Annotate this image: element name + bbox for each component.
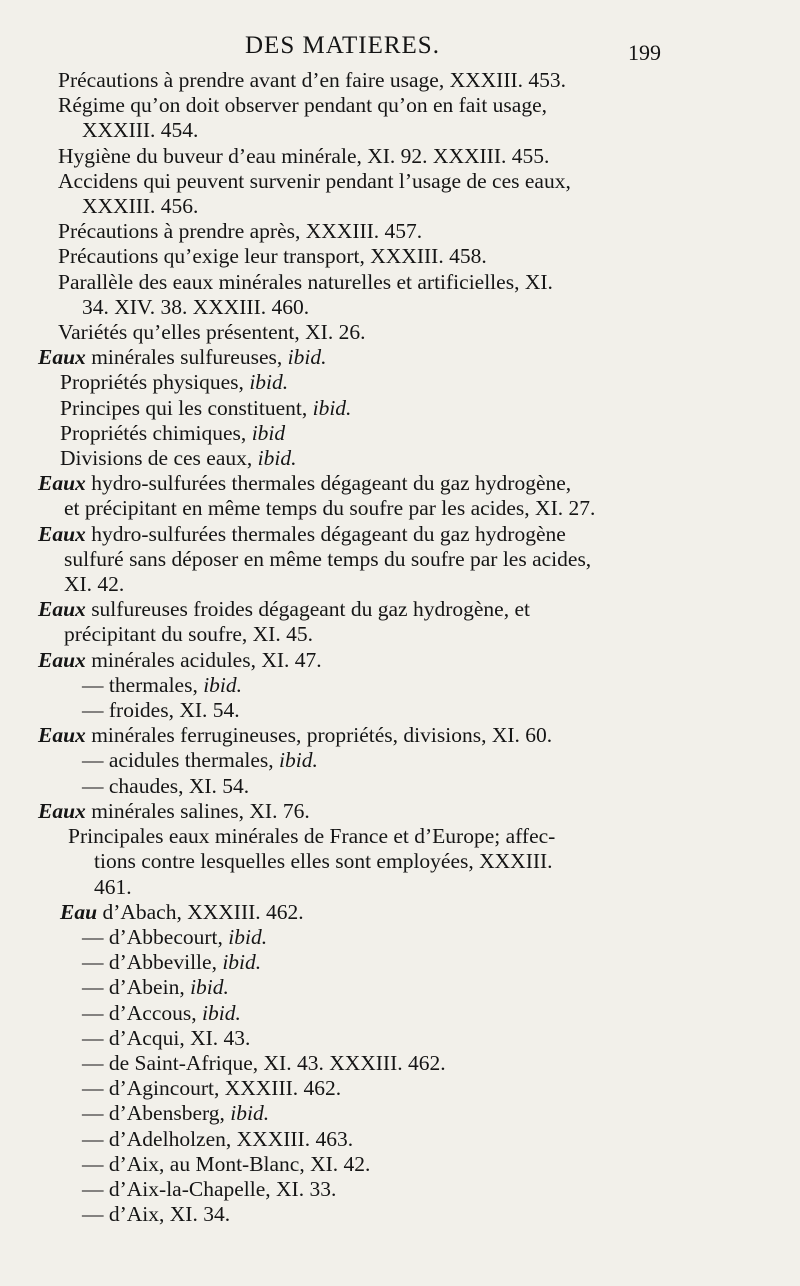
entry-text: Variétés qu’elles présentent, XI. 26. [58, 320, 366, 345]
entry-text: Divisions de ces eaux, [60, 446, 258, 471]
index-line [0, 900, 800, 925]
running-title: DES MATIERES. [245, 32, 440, 59]
ibid-reference: ibid. [190, 975, 229, 1000]
entry-text: hydro-sulfurées thermales dégageant du gaz hydrogène, [85, 471, 572, 496]
entry-text: sulfureuses froides dégageant du gaz hydrogène, et [85, 597, 530, 622]
entry-text: Régime qu’on doit observer pendant qu’on en fait usage, [58, 93, 547, 118]
index-line [0, 1051, 800, 1076]
index-line [0, 622, 800, 647]
entry-text: Précautions à prendre après, XXXIII. 457. [58, 219, 423, 244]
entry-text: sulfuré sans déposer en même temps du soufre par les acides, [64, 546, 592, 571]
entry-text: — d’Abbecourt, [82, 924, 229, 949]
entry-text: et précipitant en même temps du soufre par les acides, XI. 27. [64, 496, 596, 521]
ibid-reference: ibid. [202, 1000, 241, 1025]
entry-text: Précautions qu’exige leur transport, XXXIII. 458. [58, 244, 487, 269]
index-line [0, 723, 800, 748]
entry-text: XXXIII. 456. [82, 194, 199, 219]
ibid-reference: ibid. [228, 924, 268, 949]
index-line [0, 496, 800, 521]
entry-heading: Eau [60, 899, 98, 924]
entry-text: Accidens qui peuvent survenir pendant l’usage de ces eaux, [58, 168, 571, 193]
ibid-reference: ibid. [249, 370, 289, 395]
entry-text: — d’Abbeville, [82, 950, 223, 975]
entry-text: — d’Agincourt, XXXIII. 462. [82, 1076, 342, 1101]
index-line [0, 320, 800, 345]
index-line [0, 1026, 800, 1051]
entry-text: — froides, XI. 54. [82, 698, 240, 723]
entry-text: hydro-sulfurées thermales dégageant du gaz hydrogène [85, 521, 566, 546]
index-line [0, 1101, 800, 1126]
entry-text: XI. 42. [64, 572, 125, 597]
ibid-reference: ibid. [287, 345, 327, 370]
entry-text: — d’Adelholzen, XXXIII. 463. [82, 1126, 354, 1151]
index-line [0, 925, 800, 950]
index-line [0, 68, 800, 93]
ibid-reference: ibid. [257, 446, 297, 471]
index-line [0, 824, 800, 849]
index-line [0, 270, 800, 295]
index-line [0, 572, 800, 597]
entry-text: Hygiène du buveur d’eau minérale, XI. 92. XXXIII. 455. [58, 143, 550, 168]
index-line [0, 244, 800, 269]
index-line [0, 446, 800, 471]
entry-text: Propriétés chimiques, [60, 420, 252, 445]
index-line [0, 118, 800, 143]
index-line [0, 93, 800, 118]
index-line [0, 421, 800, 446]
entry-text: Précautions à prendre avant d’en faire usage, XXXIII. 453. [58, 68, 567, 92]
entry-text: minérales acidules, XI. 47. [85, 647, 322, 672]
entry-text: minérales ferrugineuses, propriétés, divisions, XI. 60. [85, 723, 553, 748]
index-line [0, 396, 800, 421]
entry-heading: Eaux [38, 521, 86, 546]
entry-text: Parallèle des eaux minérales naturelles et artificielles, XI. [58, 269, 553, 294]
entry-text: précipitant du soufre, XI. 45. [64, 622, 313, 647]
index-line [0, 1177, 800, 1202]
index-line [0, 1152, 800, 1177]
index-line [0, 875, 800, 900]
index-line [0, 849, 800, 874]
entry-text: — d’Aix, au Mont-Blanc, XI. 42. [82, 1151, 371, 1176]
index-entries [0, 68, 800, 1227]
index-line [0, 673, 800, 698]
page-number: 199 [628, 40, 661, 65]
entry-text: — thermales, [82, 672, 204, 697]
index-line [0, 471, 800, 496]
index-line [0, 194, 800, 219]
entry-text: Principales eaux minérales de France et d’Europe; affec- [68, 824, 556, 849]
index-line [0, 1001, 800, 1026]
entry-heading: Eaux [38, 345, 86, 370]
entry-text: d’Abach, XXXIII. 462. [97, 899, 304, 924]
entry-text: 461. [94, 874, 132, 899]
entry-text: — d’Aix-la-Chapelle, XI. 33. [82, 1176, 337, 1201]
index-line [0, 648, 800, 673]
index-line [0, 774, 800, 799]
entry-text: minérales sulfureuses, [85, 345, 288, 370]
ibid-reference: ibid. [279, 748, 318, 773]
index-line [0, 522, 800, 547]
entry-heading: Eaux [38, 723, 86, 748]
index-line [0, 1202, 800, 1227]
entry-text: — chaudes, XI. 54. [82, 773, 250, 798]
entry-text: XXXIII. 454. [82, 118, 199, 143]
index-line [0, 748, 800, 773]
entry-heading: Eaux [38, 597, 86, 622]
index-line [0, 345, 800, 370]
page-header [0, 30, 800, 64]
entry-text: tions contre lesquelles elles sont employées, XXXIII. [94, 849, 553, 874]
index-line [0, 144, 800, 169]
index-line [0, 950, 800, 975]
entry-text: — acidules thermales, [82, 748, 280, 773]
ibid-reference: ibid [251, 420, 286, 445]
ibid-reference: ibid. [312, 395, 352, 420]
index-line [0, 1127, 800, 1152]
entry-text: — d’Acqui, XI. 43. [82, 1025, 251, 1050]
index-line [0, 975, 800, 1000]
entry-text: Principes qui les constituent, [60, 395, 313, 420]
index-line [0, 799, 800, 824]
entry-heading: Eaux [38, 798, 86, 823]
ibid-reference: ibid. [222, 950, 262, 975]
entry-text: minérales salines, XI. 76. [85, 798, 310, 823]
index-line [0, 698, 800, 723]
index-line [0, 1076, 800, 1101]
index-line [0, 547, 800, 572]
index-line [0, 295, 800, 320]
entry-text: Propriétés physiques, [60, 370, 250, 395]
entry-text: — d’Accous, [82, 1000, 203, 1025]
ibid-reference: ibid. [203, 672, 243, 697]
entry-heading: Eaux [38, 647, 86, 672]
index-line [0, 219, 800, 244]
entry-text: — de Saint-Afrique, XI. 43. XXXIII. 462. [82, 1050, 446, 1075]
ibid-reference: ibid. [230, 1101, 270, 1126]
entry-text: 34. XIV. 38. XXXIII. 460. [82, 294, 310, 319]
entry-text: — d’Aix, XI. 34. [82, 1202, 231, 1227]
index-line [0, 169, 800, 194]
entry-text: — d’Abensberg, [82, 1101, 231, 1126]
index-line [0, 597, 800, 622]
entry-heading: Eaux [38, 471, 86, 496]
index-line [0, 370, 800, 395]
entry-text: — d’Abein, [82, 975, 191, 1000]
